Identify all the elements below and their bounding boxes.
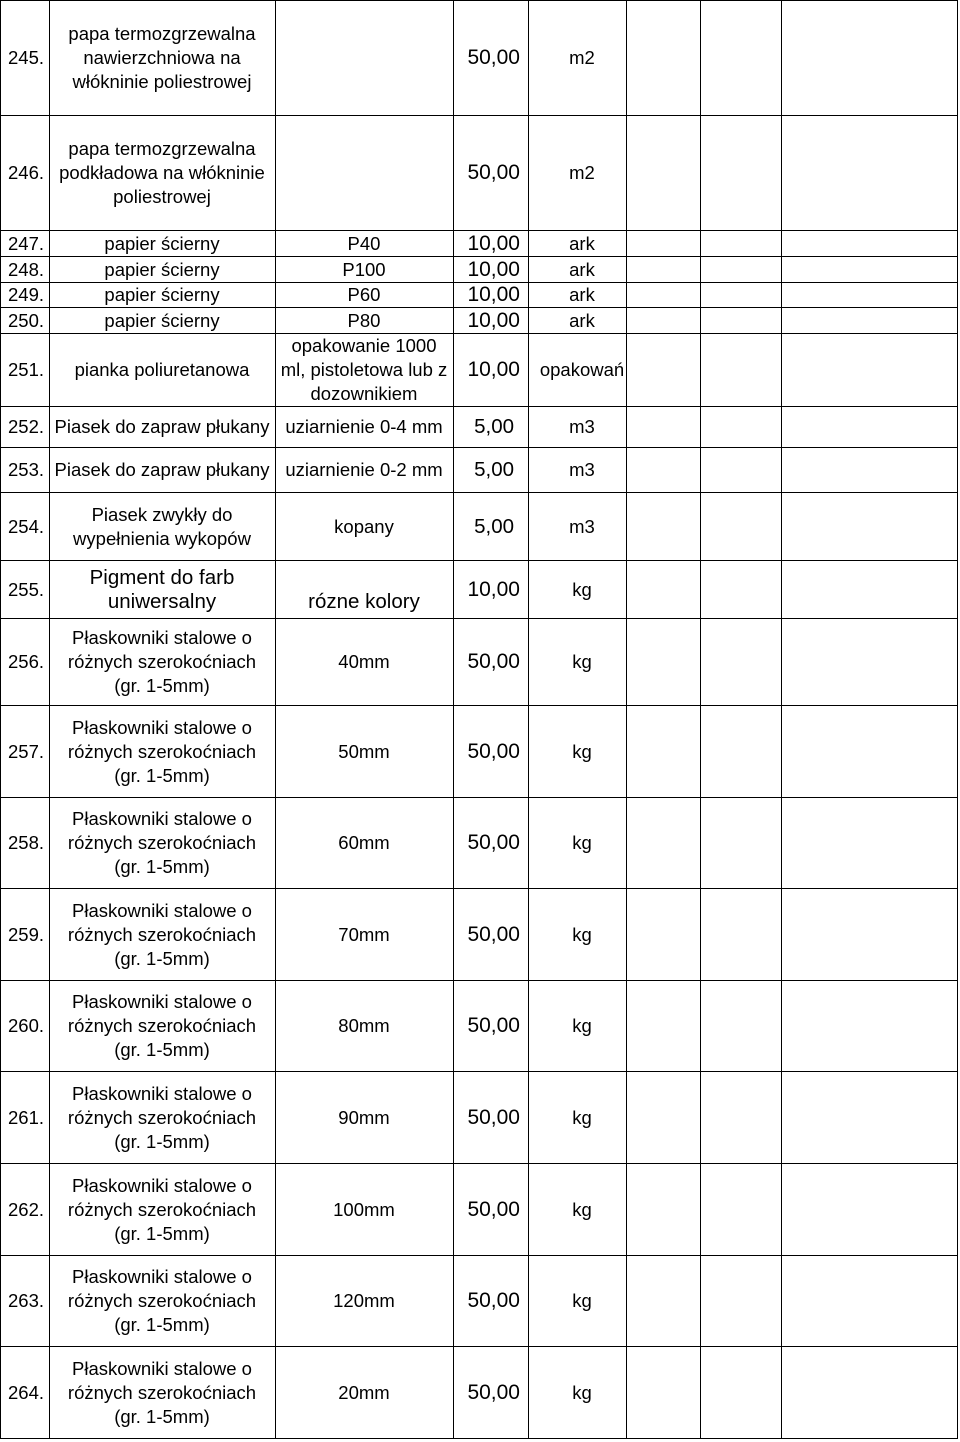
item-quantity: 50,00	[467, 161, 520, 184]
column-divider	[781, 1, 782, 1439]
item-unit: ark	[569, 284, 595, 305]
item-specification: rózne kolory	[308, 590, 420, 613]
item-description: Płaskowniki stalowe o różnych szerokoćniach (gr. 1-5mm)	[67, 1266, 257, 1335]
item-number: 254.	[8, 515, 45, 537]
item-quantity: 50,00	[467, 650, 520, 673]
table-row	[1, 706, 957, 798]
item-description: Pigment do farb uniwersalny	[89, 565, 235, 613]
table-row	[1, 1, 957, 116]
item-specification: 120mm	[333, 1290, 395, 1311]
item-quantity: 5,00	[474, 514, 514, 538]
item-unit: m3	[569, 459, 595, 480]
table-row	[1, 231, 957, 257]
item-unit: kg	[572, 1381, 592, 1403]
item-specification: P100	[342, 258, 386, 280]
column-divider	[453, 1, 454, 1439]
item-quantity: 10,00	[467, 358, 520, 381]
item-number: 248.	[8, 258, 45, 280]
table-row	[1, 1256, 957, 1347]
item-quantity: 10,00	[467, 577, 520, 601]
table-row	[1, 116, 957, 231]
table-row	[1, 448, 957, 493]
item-number: 264.	[8, 1381, 45, 1403]
item-quantity: 10,00	[467, 231, 520, 255]
item-quantity: 50,00	[467, 1289, 520, 1312]
item-number: 252.	[8, 416, 45, 437]
item-number: 260.	[8, 1015, 45, 1036]
column-divider	[49, 1, 50, 1439]
table-row	[1, 334, 957, 407]
item-unit: kg	[572, 1198, 592, 1220]
item-unit: kg	[572, 651, 592, 672]
item-number: 247.	[8, 232, 45, 254]
item-description: Płaskowniki stalowe o różnych szerokoćniach (gr. 1-5mm)	[67, 716, 257, 786]
item-unit: m3	[569, 515, 595, 537]
item-specification: 20mm	[338, 1381, 390, 1403]
item-description: Piasek do zapraw płukany	[54, 416, 270, 437]
item-number: 255.	[8, 578, 45, 600]
table-row	[1, 798, 957, 889]
item-number: 257.	[8, 740, 45, 762]
table-row	[1, 1164, 957, 1256]
item-specification: 60mm	[338, 832, 390, 853]
item-quantity: 10,00	[467, 257, 520, 281]
item-unit: kg	[572, 578, 592, 600]
item-unit: ark	[569, 309, 595, 331]
item-unit: kg	[572, 1015, 592, 1036]
item-unit: kg	[572, 1106, 592, 1128]
item-quantity: 50,00	[467, 1197, 520, 1221]
item-quantity: 50,00	[467, 922, 520, 946]
column-divider	[700, 1, 701, 1439]
item-description: Płaskowniki stalowe o różnych szerokoćniach (gr. 1-5mm)	[67, 1082, 257, 1152]
item-quantity: 50,00	[467, 831, 520, 854]
column-divider	[275, 1, 276, 1439]
item-quantity: 10,00	[467, 283, 520, 306]
item-description: Piasek zwykły do wypełnienia wykopów	[73, 503, 251, 549]
item-quantity: 5,00	[474, 458, 514, 481]
item-description: papa termozgrzewalna nawierzchniowa na włókninie poliestrowej	[68, 23, 256, 92]
item-specification: 90mm	[338, 1106, 390, 1128]
item-number: 251.	[8, 359, 45, 380]
item-quantity: 50,00	[467, 1014, 520, 1037]
item-description: pianka poliuretanowa	[74, 359, 250, 380]
item-number: 249.	[8, 284, 45, 305]
item-description: papa termozgrzewalna podkładowa na włókninie poliestrowej	[59, 138, 265, 207]
item-specification: P40	[347, 232, 381, 254]
item-quantity: 5,00	[474, 415, 514, 438]
item-unit: kg	[572, 923, 592, 945]
item-number: 253.	[8, 459, 45, 480]
item-unit: m2	[569, 162, 595, 183]
item-number: 259.	[8, 923, 45, 945]
table-row	[1, 308, 957, 334]
item-specification: uziarnienie 0-2 mm	[285, 459, 443, 480]
item-number: 258.	[8, 832, 45, 853]
item-unit: m2	[569, 47, 595, 68]
item-quantity: 50,00	[467, 1105, 520, 1129]
item-specification: P60	[347, 284, 381, 305]
item-specification: kopany	[334, 515, 394, 537]
table-row	[1, 619, 957, 706]
item-specification	[275, 116, 453, 230]
item-description: papier ścierny	[104, 232, 220, 254]
item-specification: uziarnienie 0-4 mm	[285, 416, 443, 437]
item-number: 245.	[8, 47, 45, 68]
item-unit: kg	[572, 740, 592, 762]
item-description: papier ścierny	[104, 309, 220, 331]
item-number: 263.	[8, 1290, 45, 1311]
item-specification	[275, 1, 453, 115]
item-unit: opakowań	[539, 359, 625, 380]
table-row	[1, 981, 957, 1072]
item-specification: P80	[347, 309, 381, 331]
item-number: 261.	[8, 1106, 45, 1128]
item-unit: kg	[572, 832, 592, 853]
column-divider	[528, 1, 529, 1439]
item-unit: m3	[569, 416, 595, 437]
item-description: Płaskowniki stalowe o różnych szerokoćniach (gr. 1-5mm)	[67, 991, 257, 1060]
table-row	[1, 257, 957, 283]
table-row	[1, 283, 957, 308]
item-number: 262.	[8, 1198, 45, 1220]
item-description: Piasek do zapraw płukany	[54, 459, 270, 480]
item-unit: ark	[569, 232, 595, 254]
item-number: 246.	[8, 162, 45, 183]
column-divider	[626, 1, 627, 1439]
item-number: 250.	[8, 309, 45, 331]
item-specification: 80mm	[338, 1015, 390, 1036]
item-description: Płaskowniki stalowe o różnych szerokoćniach (gr. 1-5mm)	[67, 1174, 257, 1244]
table-row	[1, 407, 957, 448]
item-quantity: 10,00	[467, 308, 520, 332]
item-quantity: 50,00	[467, 1380, 520, 1404]
item-description: Płaskowniki stalowe o różnych szerokoćniach (gr. 1-5mm)	[67, 808, 257, 877]
item-unit: kg	[572, 1290, 592, 1311]
item-description: papier ścierny	[104, 258, 220, 280]
item-description: papier ścierny	[104, 284, 220, 305]
item-unit: ark	[569, 258, 595, 280]
item-specification: 50mm	[338, 740, 390, 762]
table-row	[1, 889, 957, 981]
item-description: Płaskowniki stalowe o różnych szerokoćniach (gr. 1-5mm)	[67, 627, 257, 696]
table-row	[1, 1072, 957, 1164]
table-row	[1, 561, 957, 619]
item-quantity: 50,00	[467, 46, 520, 69]
item-quantity: 50,00	[467, 739, 520, 763]
item-specification: opakowanie 1000 ml, pistoletowa lub z dozownikiem	[280, 335, 448, 404]
item-specification: 70mm	[338, 923, 390, 945]
item-number: 256.	[8, 651, 45, 672]
item-description: Płaskowniki stalowe o różnych szerokoćniach (gr. 1-5mm)	[67, 899, 257, 969]
item-specification: 40mm	[338, 651, 390, 672]
item-description: Płaskowniki stalowe o różnych szerokoćniach (gr. 1-5mm)	[67, 1357, 257, 1427]
table-row	[1, 1347, 957, 1439]
table-row	[1, 493, 957, 561]
item-specification: 100mm	[333, 1198, 395, 1220]
